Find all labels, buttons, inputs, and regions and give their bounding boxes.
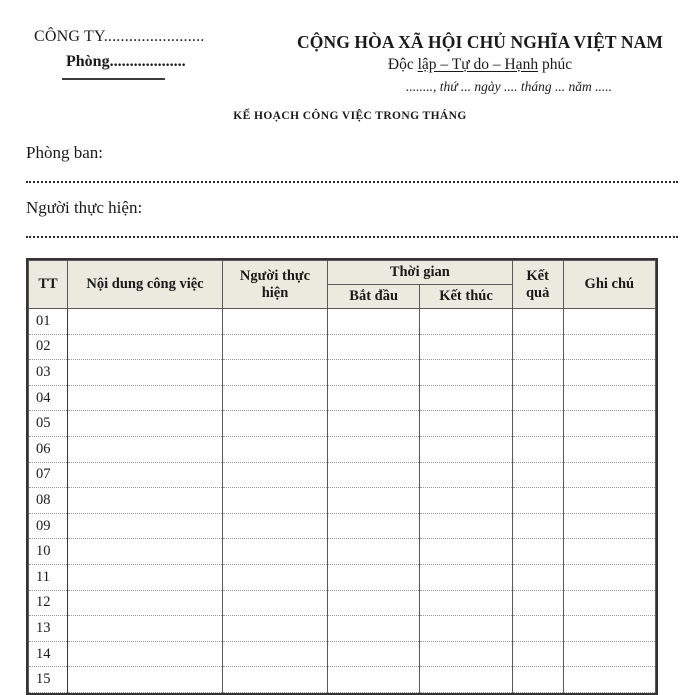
- cell-end[interactable]: [420, 462, 512, 488]
- column-header-content: Nội dung công việc: [68, 261, 223, 309]
- cell-result[interactable]: [512, 667, 563, 693]
- cell-person[interactable]: [223, 539, 328, 565]
- form-fields-section: [0, 140, 700, 244]
- field-performer-input-line[interactable]: [26, 222, 678, 238]
- cell-content[interactable]: [68, 616, 223, 642]
- cell-note[interactable]: [563, 539, 655, 565]
- cell-start[interactable]: [328, 513, 420, 539]
- row-number-cell: 06: [29, 436, 68, 462]
- column-header-note: Ghi chú: [563, 261, 655, 309]
- company-label: CÔNG TY........................: [34, 28, 205, 45]
- cell-person[interactable]: [223, 411, 328, 437]
- cell-content[interactable]: [68, 590, 223, 616]
- cell-result[interactable]: [512, 564, 563, 590]
- table-row: [29, 539, 656, 565]
- table-row: [29, 513, 656, 539]
- cell-note[interactable]: [563, 488, 655, 514]
- cell-result[interactable]: [512, 334, 563, 360]
- table-row: [29, 641, 656, 667]
- cell-start[interactable]: [328, 488, 420, 514]
- cell-start[interactable]: [328, 411, 420, 437]
- cell-content[interactable]: [68, 488, 223, 514]
- motto-underlined: lập – Tự do – Hạnh: [417, 56, 539, 73]
- cell-person[interactable]: [223, 513, 328, 539]
- national-motto: [280, 56, 680, 74]
- cell-start[interactable]: [328, 436, 420, 462]
- cell-end[interactable]: [420, 411, 512, 437]
- cell-result[interactable]: [512, 641, 563, 667]
- table-body: [29, 309, 656, 693]
- cell-result[interactable]: [512, 590, 563, 616]
- cell-end[interactable]: [420, 539, 512, 565]
- cell-result[interactable]: [512, 360, 563, 386]
- row-number-cell: 13: [29, 616, 68, 642]
- cell-note[interactable]: [563, 564, 655, 590]
- national-title: CỘNG HÒA XÃ HỘI CHỦ NGHĨA VIỆT NAM: [297, 32, 663, 52]
- cell-content[interactable]: [68, 462, 223, 488]
- table-row: [29, 309, 656, 335]
- cell-person[interactable]: [223, 334, 328, 360]
- cell-note[interactable]: [563, 334, 655, 360]
- cell-note[interactable]: [563, 641, 655, 667]
- row-number-cell: 08: [29, 488, 68, 514]
- motto-suffix: phúc: [538, 56, 573, 73]
- cell-result[interactable]: [512, 309, 563, 335]
- column-header-time-group: Thời gian: [328, 261, 513, 285]
- row-number-cell: 05: [29, 411, 68, 437]
- work-plan-table-container: [26, 258, 658, 695]
- cell-note[interactable]: [563, 309, 655, 335]
- field-performer: [0, 195, 700, 238]
- cell-end[interactable]: [420, 667, 512, 693]
- cell-person[interactable]: [223, 488, 328, 514]
- cell-content[interactable]: [68, 564, 223, 590]
- field-department-input-line[interactable]: [26, 167, 678, 183]
- row-number-cell: 03: [29, 360, 68, 386]
- cell-result[interactable]: [512, 385, 563, 411]
- table-head: [29, 261, 656, 309]
- cell-start[interactable]: [328, 539, 420, 565]
- cell-content[interactable]: [68, 411, 223, 437]
- cell-start[interactable]: [328, 564, 420, 590]
- organization-block: [34, 28, 314, 80]
- cell-result[interactable]: [512, 513, 563, 539]
- table-row: [29, 360, 656, 386]
- row-number-cell: 11: [29, 564, 68, 590]
- cell-content[interactable]: [68, 539, 223, 565]
- cell-person[interactable]: [223, 564, 328, 590]
- cell-end[interactable]: [420, 641, 512, 667]
- cell-result[interactable]: [512, 539, 563, 565]
- cell-start[interactable]: [328, 309, 420, 335]
- cell-end[interactable]: [420, 334, 512, 360]
- column-header-start: Bắt đầu: [328, 285, 420, 309]
- cell-person[interactable]: [223, 360, 328, 386]
- table-row: [29, 411, 656, 437]
- cell-person[interactable]: [223, 616, 328, 642]
- cell-note[interactable]: [563, 411, 655, 437]
- cell-start[interactable]: [328, 641, 420, 667]
- cell-note[interactable]: [563, 436, 655, 462]
- cell-person[interactable]: [223, 385, 328, 411]
- cell-start[interactable]: [328, 385, 420, 411]
- national-heading-block: [280, 32, 680, 95]
- cell-result[interactable]: [512, 411, 563, 437]
- department-label: Phòng...................: [66, 53, 186, 70]
- cell-content[interactable]: [68, 513, 223, 539]
- cell-start[interactable]: [328, 667, 420, 693]
- cell-note[interactable]: [563, 616, 655, 642]
- cell-person[interactable]: [223, 436, 328, 462]
- column-header-tt: TT: [29, 261, 68, 309]
- cell-end[interactable]: [420, 513, 512, 539]
- cell-person[interactable]: [223, 462, 328, 488]
- cell-end[interactable]: [420, 616, 512, 642]
- cell-person[interactable]: [223, 641, 328, 667]
- table-row: [29, 436, 656, 462]
- cell-start[interactable]: [328, 360, 420, 386]
- cell-note[interactable]: [563, 462, 655, 488]
- field-department: [0, 140, 700, 183]
- cell-person[interactable]: [223, 590, 328, 616]
- cell-end[interactable]: [420, 385, 512, 411]
- page-title: KẾ HOẠCH CÔNG VIỆC TRONG THÁNG: [233, 110, 467, 122]
- row-number-cell: 12: [29, 590, 68, 616]
- cell-start[interactable]: [328, 334, 420, 360]
- department-wrapper: [34, 53, 314, 71]
- table-row: [29, 334, 656, 360]
- cell-start[interactable]: [328, 616, 420, 642]
- table-row: [29, 564, 656, 590]
- cell-end[interactable]: [420, 564, 512, 590]
- cell-result[interactable]: [512, 462, 563, 488]
- column-header-end: Kết thúc: [420, 285, 512, 309]
- cell-note[interactable]: [563, 360, 655, 386]
- cell-content[interactable]: [68, 667, 223, 693]
- cell-note[interactable]: [563, 590, 655, 616]
- date-line: ........, thứ ... ngày .... tháng ... năm .....: [405, 79, 613, 94]
- cell-note[interactable]: [563, 667, 655, 693]
- cell-person[interactable]: [223, 667, 328, 693]
- table-row: [29, 667, 656, 693]
- work-plan-table: [28, 260, 656, 693]
- row-number-cell: 15: [29, 667, 68, 693]
- table-row: [29, 385, 656, 411]
- cell-content[interactable]: [68, 385, 223, 411]
- row-number-cell: 14: [29, 641, 68, 667]
- row-number-cell: 09: [29, 513, 68, 539]
- cell-start[interactable]: [328, 462, 420, 488]
- cell-end[interactable]: [420, 436, 512, 462]
- department-underline-rule: [62, 78, 165, 80]
- cell-person[interactable]: [223, 309, 328, 335]
- cell-note[interactable]: [563, 385, 655, 411]
- row-number-cell: 07: [29, 462, 68, 488]
- column-header-person: Người thực hiện: [223, 261, 328, 309]
- row-number-cell: 01: [29, 309, 68, 335]
- cell-start[interactable]: [328, 590, 420, 616]
- row-number-cell: 10: [29, 539, 68, 565]
- cell-content[interactable]: [68, 334, 223, 360]
- table-row: [29, 488, 656, 514]
- document-header: [0, 0, 700, 122]
- motto-prefix: Độc: [387, 56, 418, 73]
- cell-content[interactable]: [68, 309, 223, 335]
- cell-content[interactable]: [68, 436, 223, 462]
- cell-result[interactable]: [512, 616, 563, 642]
- cell-end[interactable]: [420, 309, 512, 335]
- table-row: [29, 616, 656, 642]
- cell-result[interactable]: [512, 488, 563, 514]
- table-row: [29, 462, 656, 488]
- cell-result[interactable]: [512, 436, 563, 462]
- row-number-cell: 02: [29, 334, 68, 360]
- cell-end[interactable]: [420, 360, 512, 386]
- cell-content[interactable]: [68, 641, 223, 667]
- cell-note[interactable]: [563, 513, 655, 539]
- table-row: [29, 590, 656, 616]
- table-header-row-primary: [29, 261, 656, 285]
- cell-end[interactable]: [420, 590, 512, 616]
- cell-end[interactable]: [420, 488, 512, 514]
- field-performer-label: Người thực hiện:: [26, 198, 143, 217]
- field-department-label: Phòng ban:: [26, 143, 103, 162]
- column-header-result: Kết quả: [512, 261, 563, 309]
- row-number-cell: 04: [29, 385, 68, 411]
- cell-content[interactable]: [68, 360, 223, 386]
